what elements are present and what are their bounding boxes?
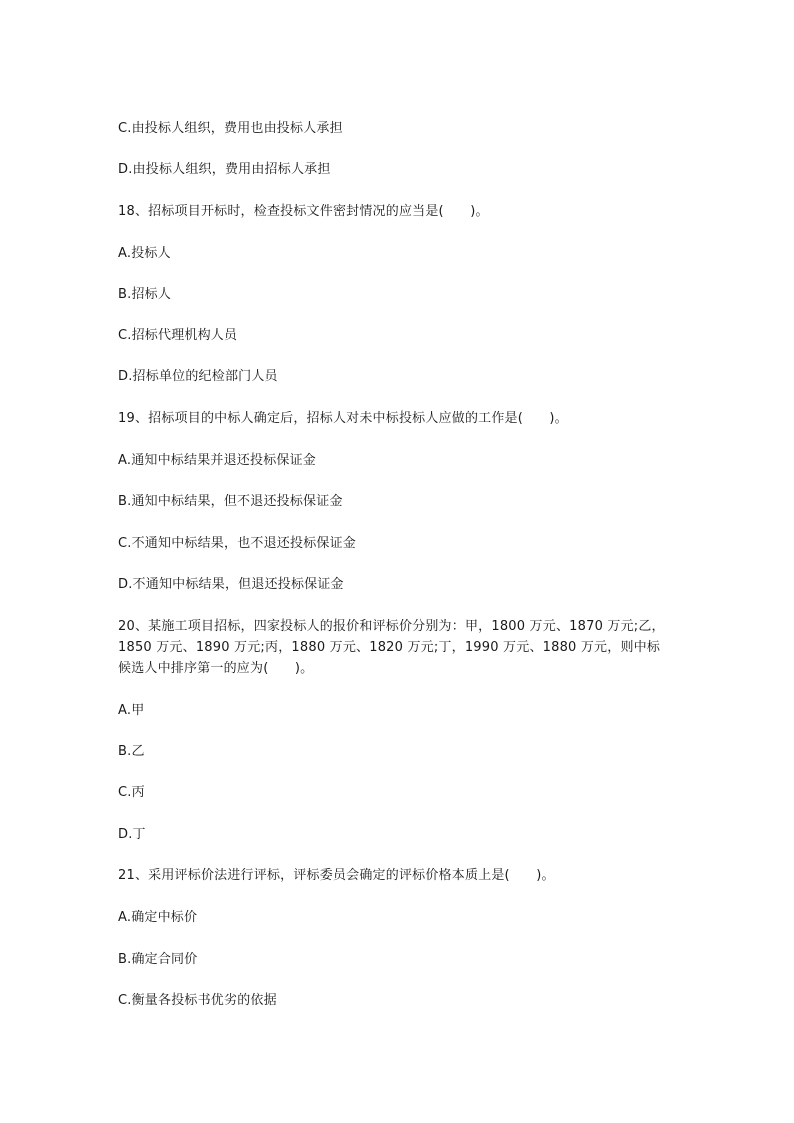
q20-option-b: B.乙 [118, 744, 145, 759]
q20-question-line-1: 20、某施工项目招标，四家投标人的报价和评标价分别为：甲，1800 万元、1870 万元;乙， [118, 619, 665, 634]
q18-option-d: D.招标单位的纪检部门人员 [118, 369, 278, 384]
q19-option-a: A.通知中标结果并退还投标保证金 [118, 453, 316, 468]
q20-question-line-3: 候选人中排序第一的应为( )。 [118, 661, 314, 676]
q17-option-c: C.由投标人组织，费用也由投标人承担 [118, 121, 343, 136]
q18-option-a: A.投标人 [118, 246, 171, 261]
q21-question: 21、采用评标价法进行评标，评标委员会确定的评标价格本质上是( )。 [118, 868, 555, 883]
q20-option-c: C.丙 [118, 785, 145, 800]
q21-option-a: A.确定中标价 [118, 910, 198, 925]
q18-option-b: B.招标人 [118, 287, 172, 302]
q21-option-c: C.衡量各投标书优劣的依据 [118, 993, 277, 1008]
q19-option-b: B.通知中标结果，但不退还投标保证金 [118, 494, 343, 509]
q20-option-a: A.甲 [118, 703, 145, 718]
q19-option-c: C.不通知中标结果，也不退还投标保证金 [118, 536, 357, 551]
q19-option-d: D.不通知中标结果，但退还投标保证金 [118, 577, 344, 592]
q18-question: 18、招标项目开标时，检查投标文件密封情况的应当是( )。 [118, 204, 489, 219]
q20-question [118, 616, 688, 679]
q20-question-line-2: 1850 万元、1890 万元;丙，1880 万元、1820 万元;丁，1990 万元、1880 万元，则中标 [118, 640, 661, 655]
q17-option-d: D.由投标人组织，费用由招标人承担 [118, 162, 331, 177]
q18-option-c: C.招标代理机构人员 [118, 328, 238, 343]
q20-option-d: D.丁 [118, 827, 146, 842]
q21-option-b: B.确定合同价 [118, 952, 198, 967]
q19-question: 19、招标项目的中标人确定后，招标人对未中标投标人应做的工作是( )。 [118, 411, 568, 426]
